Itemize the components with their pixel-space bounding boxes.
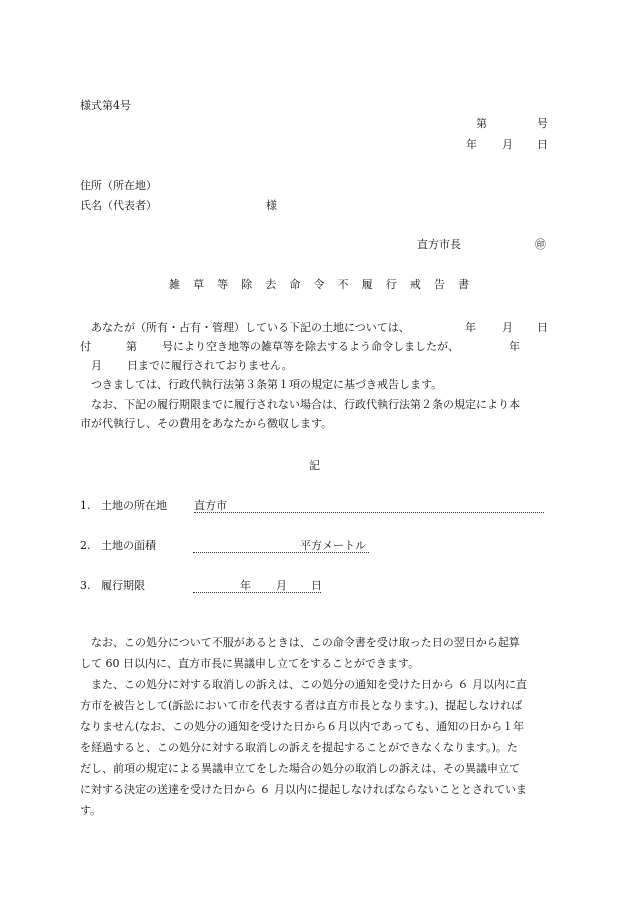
item-3-day: 日: [311, 579, 322, 592]
sender-title: 直方市長: [417, 238, 461, 251]
body-line-1: あなたが（所有・占有・管理）している下記の土地については、: [91, 321, 410, 334]
title-char: 不: [337, 278, 349, 291]
date-year: 年: [466, 138, 477, 151]
doc-number-prefix: 第: [476, 117, 487, 130]
item-1-number: 1.: [80, 499, 91, 512]
item-1-label: 土地の所在地: [101, 499, 167, 512]
title-char: 等: [217, 278, 229, 291]
item-3-month: 月: [276, 579, 287, 592]
item-2-unit: 平方メートル: [300, 539, 366, 552]
title-char: 書: [457, 278, 469, 291]
notice-p2-line-6: に対する決定の送達を受けた日から ６ 月以内に提起しなければならないこととされていま: [80, 783, 527, 796]
body-line-1-day: 日: [537, 321, 548, 334]
title-char: 命: [289, 278, 301, 291]
seal-mark: ㊞: [535, 238, 546, 251]
body-line-6: 市が代執行し、その費用をあなたから徴収します。: [80, 417, 333, 430]
notice-p1-line-2: して 60 日以内に、直方市長に異議申し立てをすることができます。: [80, 657, 420, 670]
body-line-2-year: 年: [509, 340, 520, 353]
item-3-year: 年: [240, 579, 251, 592]
title-char: 令: [313, 278, 325, 291]
body-line-3-rest: 日までに履行されておりません。: [127, 359, 293, 372]
date-day: 日: [537, 138, 548, 151]
body-line-4: つきましては、行政代執行法第３条第１項の規定に基づき戒告します。: [91, 378, 443, 391]
notice-p2-line-3: なりません(なお、この処分の通知を受けた日から６月以内であっても、通知の日から１年: [80, 720, 525, 733]
notice-p2-line-2: 方市を被告として(訴訟において市を代表する者は直方市長となります。)、提起しなければ: [80, 699, 523, 712]
address-label: 住所（所在地）: [80, 179, 157, 192]
body-line-1-month: 月: [502, 321, 513, 334]
notice-p2-line-7: す。: [80, 804, 102, 817]
title-char: 草: [193, 278, 205, 291]
title-char: 履: [361, 278, 373, 291]
body-line-2-b: 第: [126, 340, 137, 353]
document-title: [169, 278, 469, 292]
item-2-label: 土地の面積: [101, 539, 156, 552]
item-2-number: 2.: [80, 539, 91, 552]
title-char: 戒: [409, 278, 421, 291]
title-char: 去: [265, 278, 277, 291]
body-line-2-a: 付: [80, 340, 91, 353]
date-month: 月: [502, 138, 513, 151]
item-3-underline: [193, 592, 321, 593]
title-char: 除: [241, 278, 253, 291]
body-line-1-year: 年: [465, 321, 476, 334]
title-char: 告: [433, 278, 445, 291]
item-1-underline: [194, 512, 544, 513]
name-label: 氏名（代表者）: [80, 199, 157, 212]
title-char: 行: [385, 278, 397, 291]
body-line-3-month: 月: [91, 359, 102, 372]
item-1-value: 直方市: [194, 499, 227, 512]
notice-p2-line-1: また、この処分に対する取消しの訴えは、この処分の通知を受けた日から ６ 月以内に直: [91, 678, 527, 691]
ki-heading: 記: [309, 459, 320, 472]
title-char: 雑: [169, 278, 180, 291]
doc-number-suffix: 号: [537, 117, 548, 130]
notice-p2-line-4: を経過すると、この処分に対する取消しの訴えを提起することができなくなります。)。た: [80, 741, 518, 754]
honorific: 様: [266, 199, 277, 212]
notice-p2-line-5: だし、前項の規定による異議申立てをした場合の処分の取消しの訴えは、その異議申立て: [80, 762, 520, 775]
item-3-number: 3.: [80, 579, 91, 592]
item-2-underline: [193, 552, 369, 553]
item-3-label: 履行期限: [101, 579, 145, 592]
body-line-2-c: 号により空き地等の雑草等を除去するよう命令しましたが、: [162, 340, 459, 353]
notice-p1-line-1: なお、この処分について不服があるときは、この命令書を受け取った日の翌日から起算: [91, 636, 520, 649]
body-line-5: なお、下記の履行期限までに履行されない場合は、行政代執行法第２条の規定により本: [91, 398, 520, 411]
form-number: 様式第4号: [80, 99, 131, 112]
